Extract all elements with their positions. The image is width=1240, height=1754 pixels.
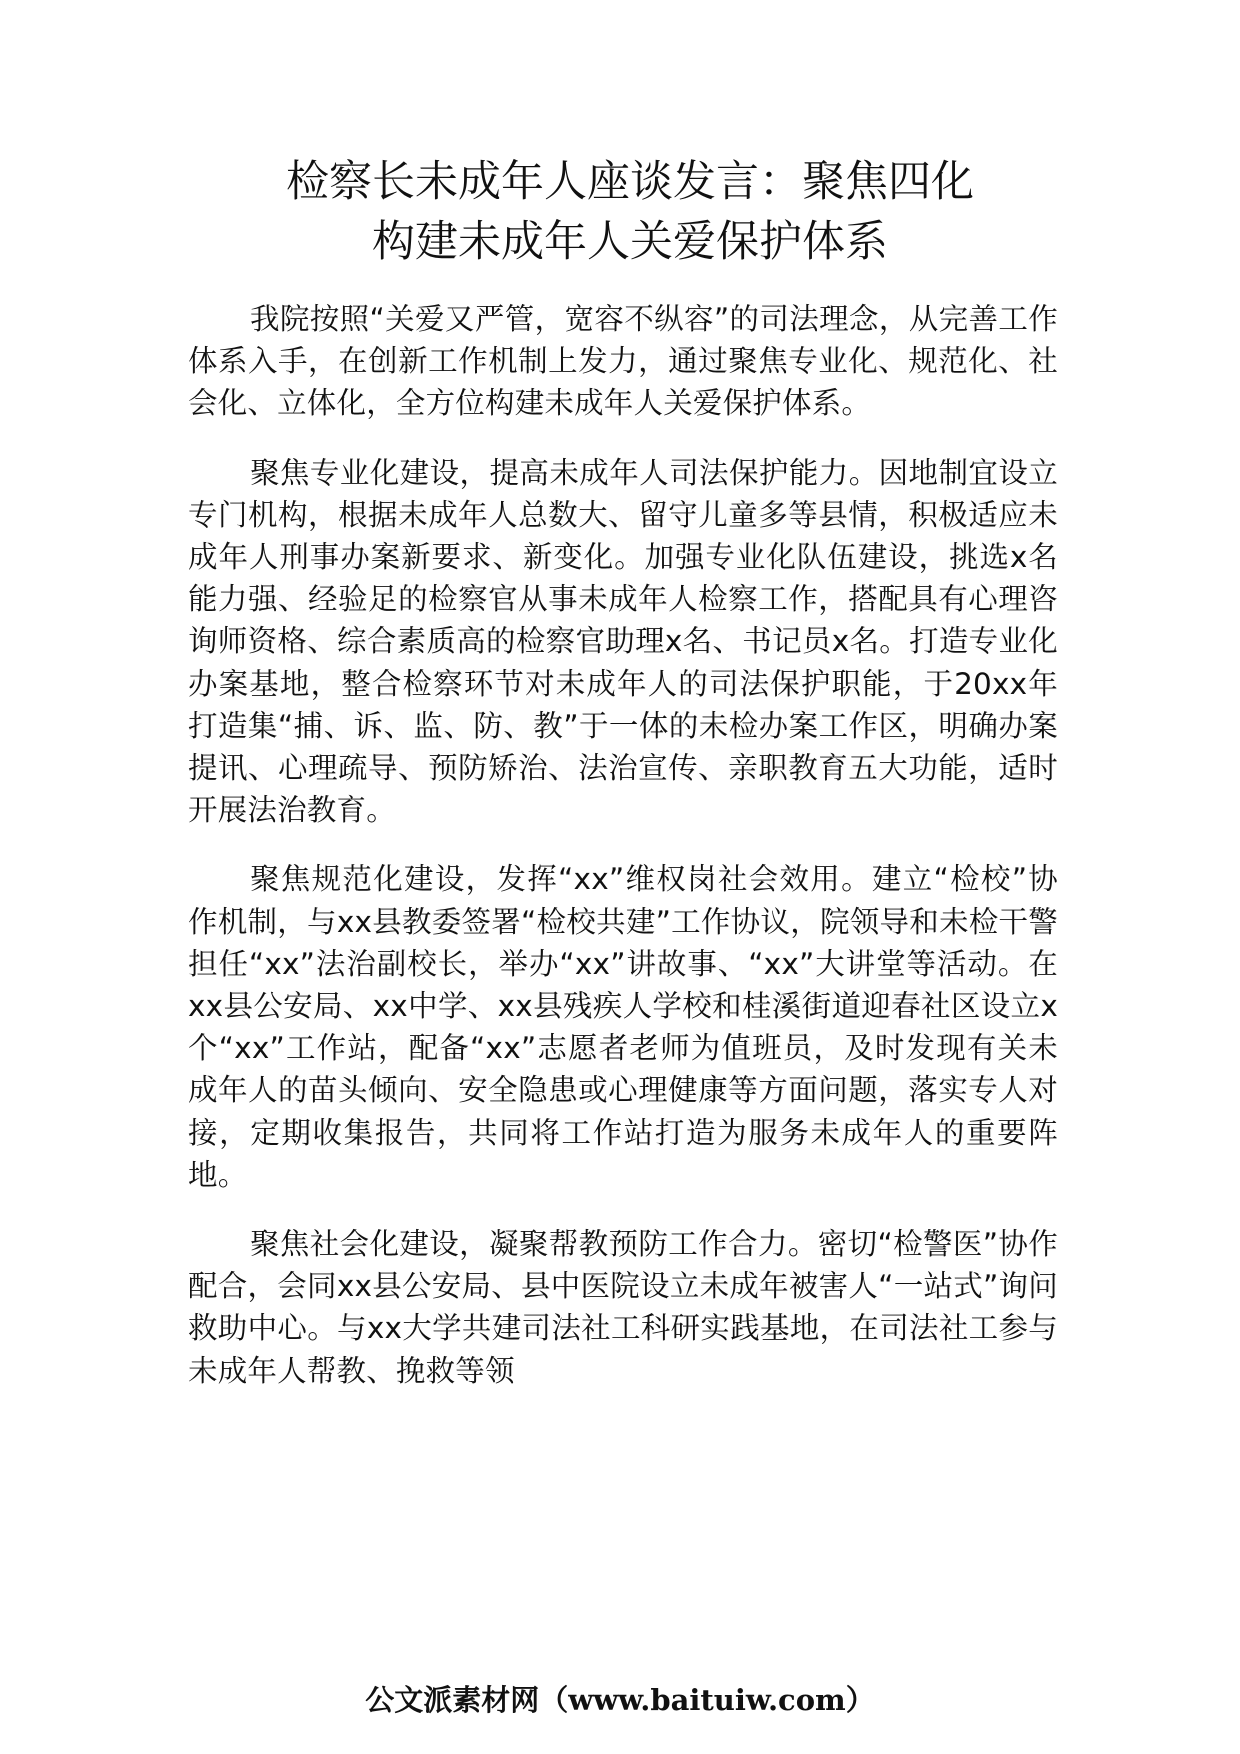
document-title: [190, 152, 1070, 272]
paragraph-intro: 我院按照“关爱又严管，宽容不纵容”的司法理念，从完善工作体系入手，在创新工作机制上发力，通过聚焦专业化、规范化、社会化、立体化，全方位构建未成年人关爱保护体系。: [188, 302, 1058, 421]
document-body: [188, 298, 1058, 1419]
paragraph-socialization: 聚焦社会化建设，凝聚帮教预防工作合力。密切“检警医”协作配合，会同xx县公安局、县中医院设立未成年被害人“一站式”询问救助中心。与xx大学共建司法社工科研实践基地，在司法社工参与未成年人帮教、挽救等领: [188, 1227, 1058, 1388]
paragraph-standardization: 聚焦规范化建设，发挥“xx”维权岗社会效用。建立“检校”协作机制，与xx县教委签署“检校共建”工作协议，院领导和未检干警担任“xx”法治副校长，举办“xx”讲故事、“xx”大讲堂等活动。在xx县公安局、xx中学、xx县残疾人学校和桂溪街道迎春社区设立x个“xx”工作站，配备“xx”志愿者老师为值班员，及时发现有关未成年人的苗头倾向、安全隐患或心理健康等方面问题，落实专人对接，定期收集报告，共同将工作站打造为服务未成年人的重要阵地。: [188, 862, 1058, 1192]
paragraph-professionalization: 聚焦专业化建设，提高未成年人司法保护能力。因地制宜设立专门机构，根据未成年人总数大、留守儿童多等县情，积极适应未成年人刑事办案新要求、新变化。加强专业化队伍建设，挑选x名能力强、经验足的检察官从事未成年人检察工作，搭配具有心理咨询师资格、综合素质高的检察官助理x名、书记员x名。打造专业化办案基地，整合检察环节对未成年人的司法保护职能，于20xx年打造集“捕、诉、监、防、教”于一体的未检办案工作区，明确办案提讯、心理疏导、预防矫治、法治宣传、亲职教育五大功能，适时开展法治教育。: [188, 455, 1058, 828]
title-line-2: 构建未成年人关爱保护体系: [372, 217, 888, 267]
source-footer: 公文派素材网（www.baituiw.com）: [365, 1683, 875, 1717]
title-line-1: 检察长未成年人座谈发言：聚焦四化: [286, 157, 974, 207]
